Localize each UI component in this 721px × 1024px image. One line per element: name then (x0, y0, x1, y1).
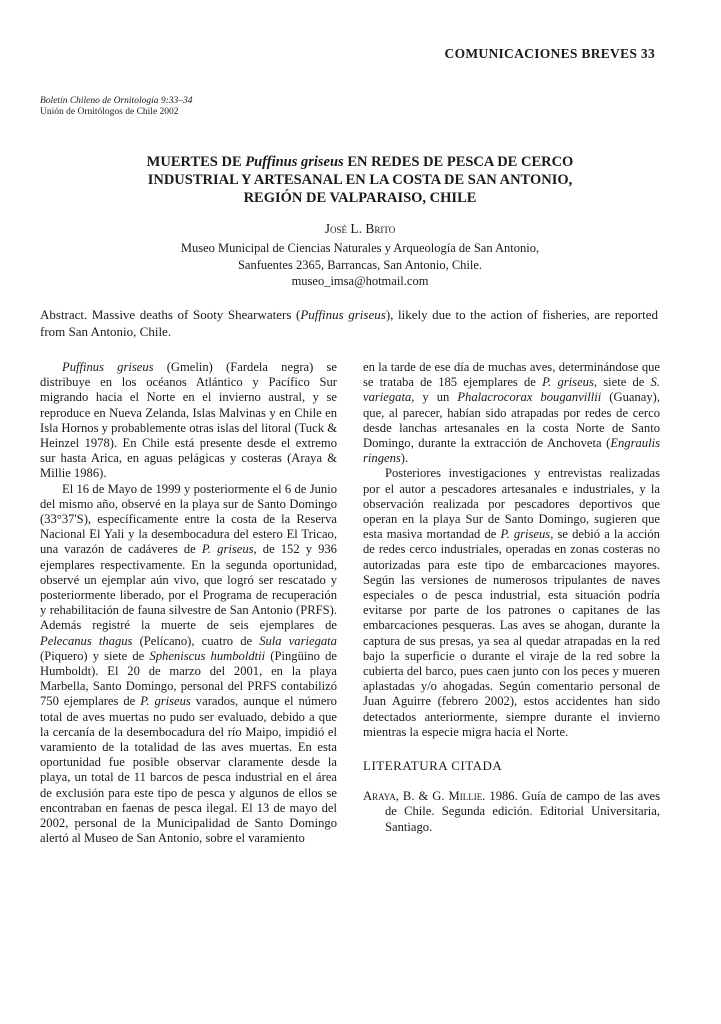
journal-publisher: Unión de Ornitólogos de Chile 2002 (40, 107, 179, 117)
species-name: Phalacrocorax bouganvillii (457, 390, 602, 405)
title-line-3: REGIÓN DE VALPARAISO, CHILE (243, 190, 477, 206)
body-text: (Guanay), que, al parecer, habían sido atrapadas por redes de cerco desde lanchas artesanales en la costa Norte de Santo Domingo, durante la extracción de Anchoveta ( (363, 390, 661, 451)
species-name: P. griseus (201, 542, 254, 557)
abstract-post: ), likely due to the action of fisheries, are reported from San Antonio, Chile. (40, 307, 659, 339)
species-name: S. variegata (363, 375, 660, 405)
reference-details: 1986. Guía de campo de las aves de Chile. Segunda edición. Editorial Universitaria, Santiago. (385, 789, 660, 834)
body-text: (Pelícano), cuatro de (132, 633, 260, 648)
reference-authors: Araya, B. & G. Millie. (363, 789, 486, 804)
author-name-text: José L. Brito (324, 221, 396, 236)
body-text: , de 152 y 936 ejemplares respectivamente. En la segunda oportunidad, observé un ejemplar aún vivo, que logró ser rescatado y posteriormente liberado, por el Programa de recuperación y rehabilitación de fauna silvestre de San Antonio (PRFS). Además registré la muerte de seis ejemplares de (40, 542, 337, 633)
affiliation-email: museo_imsa@hotmail.com (291, 274, 429, 288)
running-head: COMUNICACIONES BREVES 33 (444, 46, 655, 61)
body-text: (Piquero) y siete de (40, 648, 150, 663)
body-text: ). (400, 451, 409, 466)
species-name: Sula variegata (259, 633, 337, 648)
species-name: P. griseus (542, 375, 594, 390)
left-paragraph-1 (40, 360, 337, 482)
abstract (40, 307, 658, 340)
journal-citation: Boletín Chileno de Ornitología 9:33–34 (40, 96, 193, 106)
body-text: , siete de (593, 375, 651, 390)
references-heading: LITERATURA CITADA (363, 758, 503, 774)
species-name: P. griseus (140, 694, 191, 709)
journal-info (40, 96, 193, 118)
right-paragraph-1 (363, 360, 660, 466)
species-name: Engraulis ringens (363, 436, 660, 466)
body-text: varados, aunque el número total de aves muertas no pudo ser evaluado, debido a que la cercanía de la desembocadura del río Maipo, impidió el varamiento de la totalidad de las aves muertas. En esta oportunidad fue posible observar claramente desde la playa, un total de 11 barcos de pesca industrial en el área de exclusión para este tipo de pesca y algunos de ellos se encontraban en faenas de pesca ilegal. El 13 de mayo del 2002, personal de la Municipalidad de Santo Domingo alertó al Museo de San Antonio, sobre el varamiento (40, 694, 337, 846)
affiliation-line-1: Museo Municipal de Ciencias Naturales y Arqueología de San Antonio, (180, 241, 540, 255)
author-affiliation (60, 240, 660, 290)
title-line-1-post: EN REDES DE PESCA DE CERCO (343, 154, 574, 170)
abstract-species: Puffinus griseus (300, 307, 386, 322)
body-text: , y un (411, 390, 458, 405)
right-paragraph-2 (363, 466, 660, 740)
body-text: se debió a la acción de redes cerco industriales, operadas en zonas costeras no autorizadas para este tipo de embarcaciones mayores. Según las versiones de numerosos tripulantes de naves especiales o de pesca industrial, esta situación podría evitarse por parte de los patrones o capitanes de las embarcaciones pesqueras. Las aves se ahogan, durante la captura de sus presas, ya sea al quedar atrapadas en la red bajo la superficie o durante el viraje de la red sobre la cubierta del barco, pues caen junto con los peces y mueren aplastadas y/o ahogadas. Según comentario personal de Juan Aguirre (febrero 2002), estos accidentes han sido detectados anteriormente, siempre durante el invierno mientras la especie migra hacia el Norte. (363, 527, 660, 739)
left-column (40, 360, 337, 847)
title-line-1 (60, 153, 660, 171)
species-name: Pelecanus thagus (40, 633, 133, 648)
body-text: en la tarde de ese día de muchas aves, determinándose que se trataba de 185 ejemplares de (363, 360, 660, 390)
article-title (60, 153, 660, 207)
body-text: Posteriores investigaciones y entrevistas realizadas por el autor a pescadores artesanales e industriales, y la observación realizada por pescadores deportivos que operan en la playa Sur de Santo Domingo, sugieren que esta masiva mortandad de (363, 466, 660, 542)
right-column (363, 360, 660, 835)
title-species: Puffinus griseus (245, 154, 344, 170)
left-paragraph-2 (40, 482, 337, 847)
body-text: (Pingüino de Humboldt). El 20 de marzo del 2001, en la playa Marbella, Santo Domingo, personal del PRFS contabilizó 750 ejemplares de (40, 648, 337, 709)
species-name: Puffinus griseus (62, 360, 154, 374)
title-line-2: INDUSTRIAL Y ARTESANAL EN LA COSTA DE SAN ANTONIO, (147, 172, 573, 188)
author-name (60, 221, 660, 237)
body-text: El 16 de Mayo de 1999 y posteriormente el 6 de Junio del mismo año, observé en la playa sur de Santo Domingo (33°37'S), específicamente entre la costa de la Reserva Nacional El Yali y la desembocadura del estero El Tricao, una varazón de cadáveres de (40, 481, 337, 557)
abstract-pre: Abstract. Massive deaths of Sooty Shearwaters ( (40, 307, 301, 322)
reference-entry (363, 789, 660, 835)
species-name: P. griseus, (500, 527, 554, 542)
species-name: Spheniscus humboldtii (149, 648, 266, 663)
body-text: (Gmelin) (Fardela negra) se distribuye en los océanos Atlántico y Pacífico Sur migrando hacia el Norte en el invierno austral, y se reproduce en Nueva Zelanda, Islas Malvinas y en Chile en Isla Hornos y probablemente otras islas del litoral (Tuck & Heinzel 1978). En Chile está presente desde el extremo sur hasta Arica, en aguas pelágicas y costeras (Araya & Millie 1986). (40, 360, 337, 481)
affiliation-line-2: Sanfuentes 2365, Barrancas, San Antonio, Chile. (237, 257, 483, 272)
title-line-1-pre: MUERTES DE (146, 154, 246, 170)
